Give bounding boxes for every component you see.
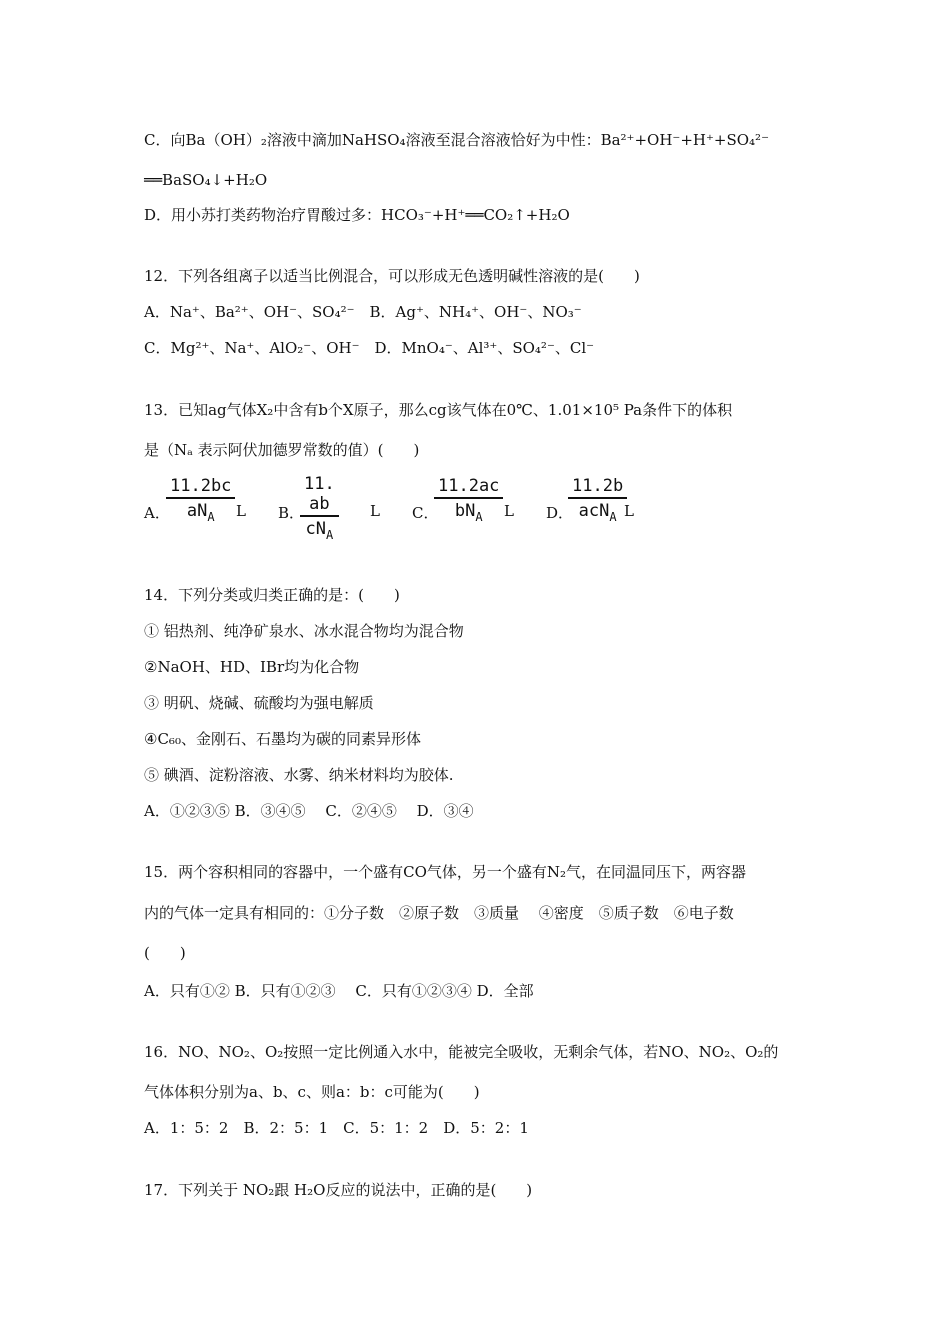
option-label: C． (412, 504, 439, 522)
fraction (300, 474, 339, 542)
q12-options-cd: C．Mg²⁺、Na⁺、AlO₂⁻、OH⁻ D．MnO₄⁻、Al³⁺、SO₄²⁻、Cl⁻ (144, 339, 595, 357)
q16-stem-line2: 气体体积分别为a、b、c、则a：b：c可能为( ) (144, 1083, 480, 1101)
q14-item-2: ②NaOH、HD、IBr均为化合物 (144, 658, 360, 676)
q13-stem-line2: 是（Nₐ 表示阿伏加德罗常数的值）( ) (144, 441, 420, 459)
q15-stem-line3: ( ) (144, 944, 186, 962)
q11-option-c-line2: ══BaSO₄↓+H₂O (144, 171, 268, 189)
unit: L (370, 502, 380, 520)
q15-options: A．只有①② B．只有①②③ C．只有①②③④ D．全部 (144, 982, 534, 1000)
fraction-numerator: 11. ab (300, 474, 339, 517)
denominator-text: aN (186, 501, 208, 521)
denominator-text: bN (454, 501, 476, 521)
q11-option-c-line1: C．向Ba（OH）₂溶液中滴加NaHSO₄溶液至混合溶液恰好为中性：Ba²⁺+OH⁻+H⁺+SO₄²⁻ (144, 131, 769, 149)
q16-stem-line1: 16．NO、NO₂、O₂按照一定比例通入水中，能被完全吸收，无剩余气体，若NO、NO₂、O₂的 (144, 1043, 779, 1061)
unit: L (504, 502, 514, 520)
q12-stem: 12．下列各组离子以适当比例混合，可以形成无色透明碱性溶液的是( ) (144, 267, 640, 285)
fraction-denominator (166, 499, 235, 524)
q17-stem: 17．下列关于 NO₂跟 H₂O反应的说法中，正确的是( ) (144, 1181, 533, 1199)
fraction (166, 476, 235, 524)
q15-stem-line1: 15．两个容积相同的容器中，一个盛有CO气体，另一个盛有N₂气，在同温同压下，两容器 (144, 863, 747, 881)
q16-options: A．1：5：2 B．2：5：1 C．5：1：2 D．5：2：1 (144, 1119, 529, 1137)
option-label: A． (144, 504, 170, 522)
fraction (434, 476, 503, 524)
denominator-subscript: A (609, 510, 617, 524)
option-label: D． (546, 504, 574, 522)
q13-stem-line1: 13．已知ag气体X₂中含有b个X原子，那么cg该气体在0℃、1.01×10⁵ Pa条件下的体积 (144, 401, 733, 419)
q14-item-3: ③ 明矾、烧碱、硫酸均为强电解质 (144, 694, 374, 712)
q14-options: A．①②③⑤ B．③④⑤ C．②④⑤ D．③④ (144, 802, 474, 820)
fraction-numerator: 11.2b (568, 476, 627, 499)
denominator-subscript: A (325, 528, 334, 542)
unit: L (236, 502, 246, 520)
fraction-denominator (300, 517, 339, 542)
q14-item-5: ⑤ 碘酒、淀粉溶液、水雾、纳米材料均为胶体. (144, 766, 454, 784)
q11-option-d: D．用小苏打类药物治疗胃酸过多：HCO₃⁻+H⁺══CO₂↑+H₂O (144, 206, 570, 224)
q14-stem: 14．下列分类或归类正确的是：( ) (144, 586, 400, 604)
q15-stem-line2: 内的气体一定具有相同的：①分子数 ②原子数 ③质量 ④密度 ⑤质子数 ⑥电子数 (144, 904, 734, 922)
denominator-subscript: A (207, 510, 215, 524)
fraction-numerator: 11.2bc (166, 476, 235, 499)
q14-item-1: ① 铝热剂、纯净矿泉水、冰水混合物均为混合物 (144, 622, 464, 640)
q12-options-ab: A．Na⁺、Ba²⁺、OH⁻、SO₄²⁻ B．Ag⁺、NH₄⁺、OH⁻、NO₃⁻ (144, 303, 582, 321)
q13-options (144, 474, 844, 542)
q14-item-4: ④C₆₀、金刚石、石墨均为碳的同素异形体 (144, 730, 421, 748)
fraction-denominator (568, 499, 627, 524)
fraction-numerator: 11.2ac (434, 476, 503, 499)
unit: L (624, 502, 634, 520)
option-label: B． (278, 504, 305, 522)
fraction (568, 476, 627, 524)
fraction-denominator (434, 499, 503, 524)
denominator-text: acN (578, 501, 610, 521)
denominator-subscript: A (475, 510, 483, 524)
denominator-text: cN (305, 519, 326, 539)
